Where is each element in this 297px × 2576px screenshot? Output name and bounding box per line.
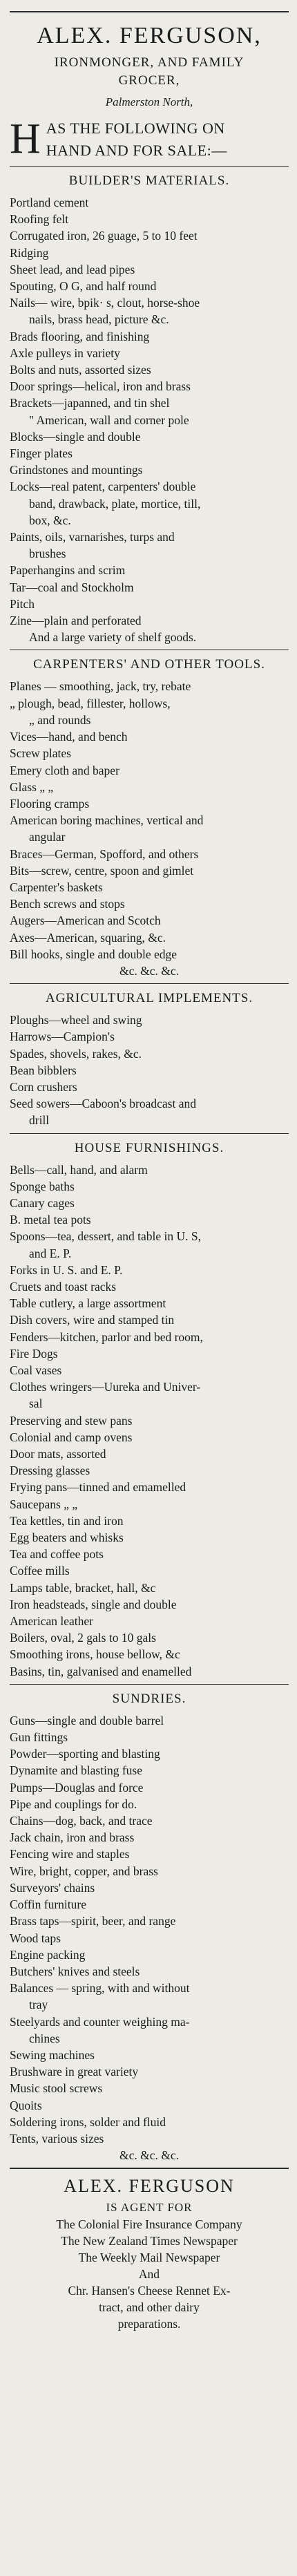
list-item: &c. &c. &c. — [119, 963, 179, 978]
list-item: Paints, oils, varnarishes, turps and — [10, 530, 175, 544]
section-heading: SUNDRIES. — [112, 1691, 186, 1706]
list-item: „ plough, bead, fillester, hollows, — [10, 696, 171, 710]
agent-line: The Weekly Mail Newspaper — [78, 2251, 220, 2265]
list-item: Dish covers, wire and stamped tin — [10, 1313, 175, 1327]
trade-line: IRONMONGER, AND FAMILY — [54, 55, 245, 70]
list-item: Brushware in great variety — [10, 2065, 139, 2079]
section-rule — [10, 1684, 289, 1685]
list-item: tray — [29, 1998, 48, 2012]
list-item: Fenders—kitchen, parlor and bed room, — [10, 1329, 203, 1344]
list-item: Tea and coffee pots — [10, 1547, 104, 1562]
list-item: band, drawback, plate, mortice, till, — [29, 496, 201, 511]
agent-line: The Colonial Fire Insurance Company — [56, 2217, 242, 2232]
section-rule — [10, 166, 289, 167]
list-item: Door springs—helical, iron and brass — [10, 379, 191, 394]
agent-line: And — [138, 2267, 160, 2282]
list-item: brushes — [29, 547, 66, 561]
intro-line-1: AS THE FOLLOWING ON — [46, 120, 225, 137]
agent-list — [10, 2216, 289, 2332]
list-item: Quoits — [10, 2098, 42, 2112]
intro-block — [10, 117, 289, 162]
agent-line: Chr. Hansen's Cheese Rennet Ex- — [68, 2284, 231, 2298]
agent-line: tract, and other dairy — [99, 2300, 200, 2315]
list-item: Axle pulleys in variety — [10, 345, 120, 360]
list-item: Guns—single and double barrel — [10, 1713, 164, 1727]
list-item: Planes — smoothing, jack, try, rebate — [10, 679, 191, 694]
trade-line-2: GROCER, — [118, 73, 180, 88]
section-list — [10, 1012, 289, 1128]
section-list — [10, 678, 289, 979]
list-item: Boilers, oval, 2 gals to 10 gals — [10, 1631, 156, 1645]
list-item: Butchers' knives and steels — [10, 1964, 140, 1978]
list-item: Brads flooring, and finishing — [10, 329, 150, 343]
list-item: Corrugated iron, 26 guage, 5 to 10 feet — [10, 229, 198, 243]
list-item: American leather — [10, 1614, 93, 1629]
agent-line: The New Zealand Times Newspaper — [61, 2234, 238, 2248]
list-item: Clothes wringers—Uureka and Univer- — [10, 1380, 201, 1394]
list-item: angular — [29, 830, 66, 844]
list-item: Dressing glasses — [10, 1464, 90, 1478]
merchant-name: ALEX. FERGUSON, — [37, 23, 262, 48]
list-item: Emery cloth and baper — [10, 763, 119, 777]
list-item: Harrows—Campion's — [10, 1030, 115, 1044]
agent-line: preparations. — [117, 2317, 181, 2331]
list-item: sal — [29, 1396, 43, 1411]
list-item: box, &c. — [29, 513, 71, 527]
list-item: Iron headsteads, single and double — [10, 1597, 177, 1611]
list-item: Spouting, O G, and half round — [10, 279, 157, 294]
section-rule — [10, 983, 289, 984]
list-item: Tar—coal and Stockholm — [10, 580, 134, 594]
list-item: B. metal tea pots — [10, 1213, 91, 1227]
list-item: Fire Dogs — [10, 1346, 58, 1361]
list-item: Preserving and stew pans — [10, 1413, 133, 1428]
list-item: Gun fittings — [10, 1730, 68, 1745]
list-item: Canary cages — [10, 1195, 75, 1210]
list-item: Frying pans—tinned and emamelled — [10, 1480, 186, 1495]
list-item: Finger plates — [10, 446, 73, 461]
list-item: Bean bibblers — [10, 1063, 77, 1077]
list-item: Flooring cramps — [10, 796, 90, 811]
list-item: Spades, shovels, rakes, &c. — [10, 1046, 142, 1061]
list-item: Wood taps — [10, 1931, 61, 1945]
section-heading: CARPENTERS' AND OTHER TOOLS. — [33, 657, 265, 672]
drop-cap: H — [10, 115, 41, 162]
list-item: Blocks—single and double — [10, 429, 141, 444]
agent-rule — [10, 2168, 289, 2169]
list-item: Soldering irons, solder and fluid — [10, 2114, 166, 2129]
list-item: " American, wall and corner pole — [29, 413, 189, 427]
list-item: American boring machines, vertical and — [10, 813, 204, 828]
list-item: Paperhangins and scrim — [10, 563, 126, 578]
list-item: Axes—American, squaring, &c. — [10, 930, 166, 945]
list-item: Coffee mills — [10, 1564, 70, 1578]
list-item: Colonial and camp ovens — [10, 1430, 133, 1444]
intro-line-2: HAND AND FOR SALE:— — [46, 142, 227, 159]
list-item: Braces—German, Spofford, and others — [10, 846, 199, 861]
section-heading: BUILDER'S MATERIALS. — [68, 173, 230, 188]
list-item: Fencing wire and staples — [10, 1847, 130, 1862]
sections-container — [10, 166, 289, 2163]
list-item: Brass taps—spirit, beer, and range — [10, 1914, 176, 1929]
list-item: Brackets—japanned, and tin shel — [10, 396, 170, 410]
list-item: Powder—sporting and blasting — [10, 1747, 160, 1761]
list-item: Tents, various sizes — [10, 2131, 104, 2146]
list-item: Jack chain, iron and brass — [10, 1830, 135, 1845]
list-item: „ and rounds — [29, 712, 91, 727]
list-item: Sheet lead, and lead pipes — [10, 262, 135, 276]
list-item: Bolts and nuts, assorted sizes — [10, 363, 151, 377]
list-item: and E. P. — [29, 1246, 72, 1260]
list-item: Coffin furniture — [10, 1897, 86, 1912]
list-item: Locks—real patent, carpenters' double — [10, 480, 196, 494]
list-item: Augers—American and Scotch — [10, 913, 161, 928]
list-item: chines — [29, 2031, 60, 2045]
list-item: Vices—hand, and bench — [10, 730, 128, 744]
top-rule — [10, 11, 289, 12]
list-item: Dynamite and blasting fuse — [10, 1763, 142, 1778]
list-item: nails, brass head, picture &c. — [29, 312, 169, 327]
section-heading: HOUSE FURNISHINGS. — [74, 1140, 224, 1155]
list-item: Coal vases — [10, 1363, 62, 1377]
list-item: Bells—call, hand, and alarm — [10, 1162, 148, 1177]
list-item: Pipe and couplings for do. — [10, 1797, 137, 1811]
agent-intro: IS AGENT FOR — [106, 2201, 193, 2215]
list-item: Bench screws and stops — [10, 897, 125, 911]
list-item: Door mats, assorted — [10, 1447, 106, 1461]
list-item: Surveyors' chains — [10, 1880, 95, 1895]
list-item: Carpenter's baskets — [10, 880, 103, 894]
list-item: Saucepans „ „ — [10, 1497, 78, 1511]
list-item: Pumps—Douglas and force — [10, 1780, 144, 1794]
list-item: Spoons—tea, dessert, and table in U. S, — [10, 1229, 202, 1244]
list-item: Egg beaters and whisks — [10, 1531, 124, 1545]
list-item: Portland cement — [10, 196, 89, 209]
list-item: Basins, tin, galvanised and enamelled — [10, 1664, 192, 1678]
list-item: Ploughs—wheel and swing — [10, 1013, 142, 1027]
list-item: Seed sowers—Caboon's broadcast and — [10, 1097, 196, 1111]
list-item: Cruets and toast racks — [10, 1279, 117, 1294]
list-item: Forks in U. S. and E. P. — [10, 1262, 123, 1277]
list-item: Corn crushers — [10, 1079, 77, 1094]
section-list — [10, 1162, 289, 1680]
section-list — [10, 1712, 289, 2163]
list-item: Smoothing irons, house bellow, &c — [10, 1647, 180, 1662]
list-item: Sewing machines — [10, 2047, 95, 2062]
list-item: Table cutlery, a large assortment — [10, 1296, 166, 1311]
list-item: Glass „ „ — [10, 779, 54, 794]
section-list — [10, 194, 289, 645]
list-item: Chains—dog, back, and trace — [10, 1814, 153, 1828]
list-item: Engine packing — [10, 1947, 86, 1962]
list-item: &c. &c. &c. — [119, 2148, 179, 2163]
place-line: Palmerston North, — [105, 95, 193, 108]
list-item: Grindstones and mountings — [10, 463, 143, 477]
list-item: Ridging — [10, 245, 49, 260]
list-item: Steelyards and counter weighing ma- — [10, 2014, 190, 2029]
agent-name: ALEX. FERGUSON — [64, 2176, 235, 2197]
list-item: Wire, bright, copper, and brass — [10, 1864, 158, 1878]
list-item: Tea kettles, tin and iron — [10, 1513, 124, 1528]
list-item: Balances — spring, with and without — [10, 1981, 190, 1996]
section-heading: AGRICULTURAL IMPLEMENTS. — [45, 991, 253, 1006]
section-rule — [10, 1133, 289, 1134]
list-item: Music stool screws — [10, 2081, 103, 2096]
list-item: Bill hooks, single and double edge — [10, 947, 178, 961]
list-item: Roofing felt — [10, 212, 69, 227]
list-item: And a large variety of shelf goods. — [29, 630, 197, 645]
list-item: Screw plates — [10, 746, 71, 761]
list-item: drill — [29, 1113, 50, 1128]
list-item: Sponge baths — [10, 1179, 75, 1193]
list-item: Bits—screw, centre, spoon and gimlet — [10, 863, 194, 878]
list-item: Pitch — [10, 596, 35, 611]
list-item: Zine—plain and perforated — [10, 614, 142, 628]
list-item: Lamps table, bracket, hall, &c — [10, 1580, 156, 1595]
list-item: Nails— wire, bpik· s, clout, horse-shoe — [10, 296, 200, 310]
